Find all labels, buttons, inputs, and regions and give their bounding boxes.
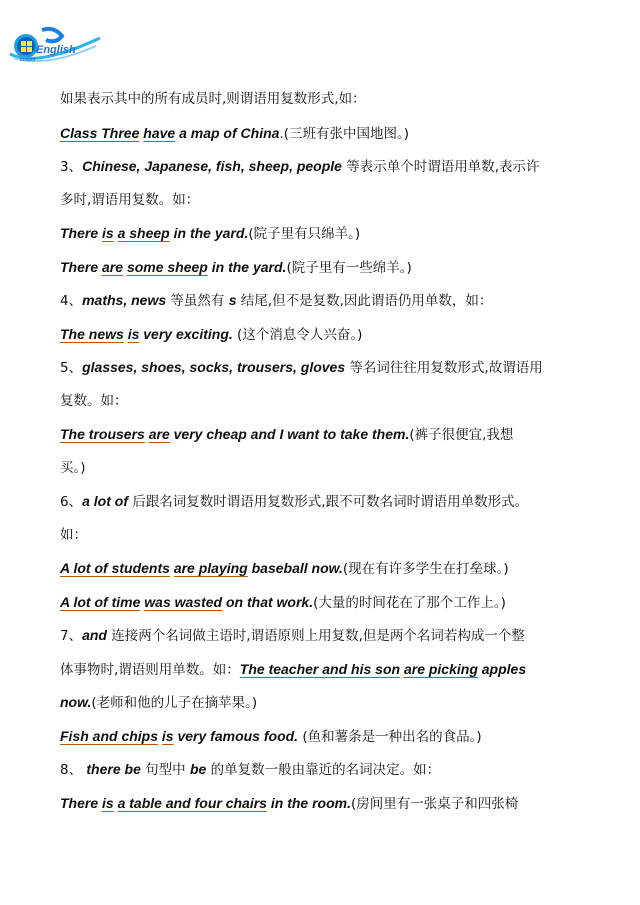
chinese-text: 连接两个名词做主语时,谓语原则上用复数,但是两个名词若构成一个整 xyxy=(106,628,525,644)
text-line xyxy=(60,619,615,653)
logo-subtext: Instant xyxy=(20,57,36,63)
english-text: was wasted xyxy=(144,593,223,610)
chinese-text: 复数。如： xyxy=(60,392,128,409)
english-text: in the yard. xyxy=(207,258,287,275)
english-text: now. xyxy=(60,694,92,710)
text-line xyxy=(60,117,615,151)
english-text: is xyxy=(102,225,114,241)
text-line xyxy=(60,150,615,184)
english-text: apples xyxy=(477,660,527,677)
chinese-text: 买。) xyxy=(60,459,86,476)
english-text: a sheep xyxy=(117,225,170,241)
text-line xyxy=(60,318,615,352)
text-line xyxy=(60,552,615,586)
english-text: Chinese, Japanese, fish, sheep, people xyxy=(82,158,342,174)
english-text: some sheep xyxy=(126,258,208,275)
chinese-text: 3、 xyxy=(60,159,83,175)
text-line xyxy=(60,83,615,117)
text-line xyxy=(60,653,615,687)
english-text: Class Three xyxy=(60,124,140,141)
english-text: The teacher and his son xyxy=(239,660,401,677)
english-text: s xyxy=(228,292,237,308)
english-text: a table and four chairs xyxy=(117,794,267,811)
document-body xyxy=(60,83,615,820)
text-line xyxy=(60,586,615,620)
text-line xyxy=(60,787,615,821)
english-text: a map of China xyxy=(175,124,280,141)
english-text: are playing xyxy=(173,560,248,576)
chinese-text: (院子里有只绵羊。) xyxy=(248,226,361,242)
chinese-text: 等虽然有 xyxy=(166,293,229,309)
chinese-text: 等名词往往用复数形式,故谓语用 xyxy=(345,360,543,376)
chinese-text: 8、 xyxy=(60,762,87,778)
english-text: in the room. xyxy=(266,794,351,811)
chinese-text: 句型中 xyxy=(140,762,190,778)
chinese-text: 后跟名词复数时谓语用复数形式,跟不可数名词时谓语用单数形式。 xyxy=(127,494,529,510)
chinese-text: 5、 xyxy=(60,360,83,376)
chinese-text: (裤子很便宜,我想 xyxy=(409,427,514,443)
chinese-text: 结尾,但不是复数,因此谓语仍用单数，如： xyxy=(236,293,493,309)
english-text: is xyxy=(102,794,114,811)
text-line xyxy=(60,720,615,754)
english-text: The trousers xyxy=(60,426,145,442)
logo-text: English xyxy=(36,44,76,56)
text-line xyxy=(60,418,615,452)
english-text: are picking xyxy=(403,660,478,677)
chinese-text: 多时,谓语用复数。如： xyxy=(60,191,200,208)
english-text: There xyxy=(60,794,103,811)
english-text: Fish and chips xyxy=(60,727,159,744)
chinese-text: 7、 xyxy=(60,628,83,644)
chinese-text: (现在有许多学生在打垒球。) xyxy=(342,561,509,577)
english-text: a lot of xyxy=(82,493,128,509)
chinese-text: 等表示单个时谓语用单数,表示许 xyxy=(341,159,540,175)
text-line xyxy=(60,686,615,720)
chinese-text: 体事物时,谓语则用单数。如： xyxy=(60,661,240,678)
chinese-text: (大量的时间花在了那个工作上。) xyxy=(313,594,506,611)
text-line xyxy=(60,251,615,285)
text-line xyxy=(60,519,615,553)
english-text: on that work. xyxy=(222,593,314,610)
chinese-text: (老师和他的儿子在摘苹果。) xyxy=(91,695,258,711)
chinese-text: (房间里有一张桌子和四张椅 xyxy=(350,795,519,812)
chinese-text: .(三班有张中国地图。) xyxy=(279,125,409,142)
english-text: are xyxy=(102,258,124,275)
text-line xyxy=(60,485,615,519)
text-line xyxy=(60,217,615,251)
english-text: is xyxy=(161,727,174,744)
text-line xyxy=(60,284,615,318)
english-text: There xyxy=(60,258,103,275)
english-text: very famous food. xyxy=(173,727,299,744)
english-text: The news xyxy=(60,325,124,342)
english-text: glasses, shoes, socks, trousers, gloves xyxy=(82,359,346,375)
english-text: baseball now. xyxy=(247,560,343,576)
chinese-text: 如果表示其中的所有成员时,则谓语用复数形式,如： xyxy=(60,91,366,107)
english-text: maths, news xyxy=(82,292,167,308)
chinese-text: (这个消息令人兴奋。) xyxy=(232,326,363,343)
text-line xyxy=(60,351,615,385)
logo xyxy=(6,24,102,74)
text-line xyxy=(60,452,615,486)
english-text: have xyxy=(143,124,176,141)
chinese-text: (鱼和薯条是一种出名的食品。) xyxy=(298,728,482,745)
chinese-text: 如： xyxy=(60,526,87,543)
english-text: A lot of students xyxy=(60,560,170,576)
english-text: is xyxy=(127,325,140,342)
english-text: very cheap and I want to take them. xyxy=(169,426,410,442)
english-text: there be xyxy=(86,761,141,777)
english-text: are xyxy=(148,426,170,442)
english-text: There xyxy=(60,225,103,241)
text-line xyxy=(60,385,615,419)
chinese-text: 的单复数一般由靠近的名词决定。如： xyxy=(206,762,441,778)
chinese-text: 4、 xyxy=(60,293,83,309)
chinese-text: 6、 xyxy=(60,494,83,510)
chinese-text: (院子里有一些绵羊。) xyxy=(286,259,412,276)
english-text: A lot of time xyxy=(60,593,141,610)
english-text: and xyxy=(82,627,107,643)
english-text: be xyxy=(189,761,207,777)
english-text: in the yard. xyxy=(169,225,249,241)
text-line xyxy=(60,753,615,787)
text-line xyxy=(60,184,615,218)
english-text: very exciting. xyxy=(139,325,233,342)
